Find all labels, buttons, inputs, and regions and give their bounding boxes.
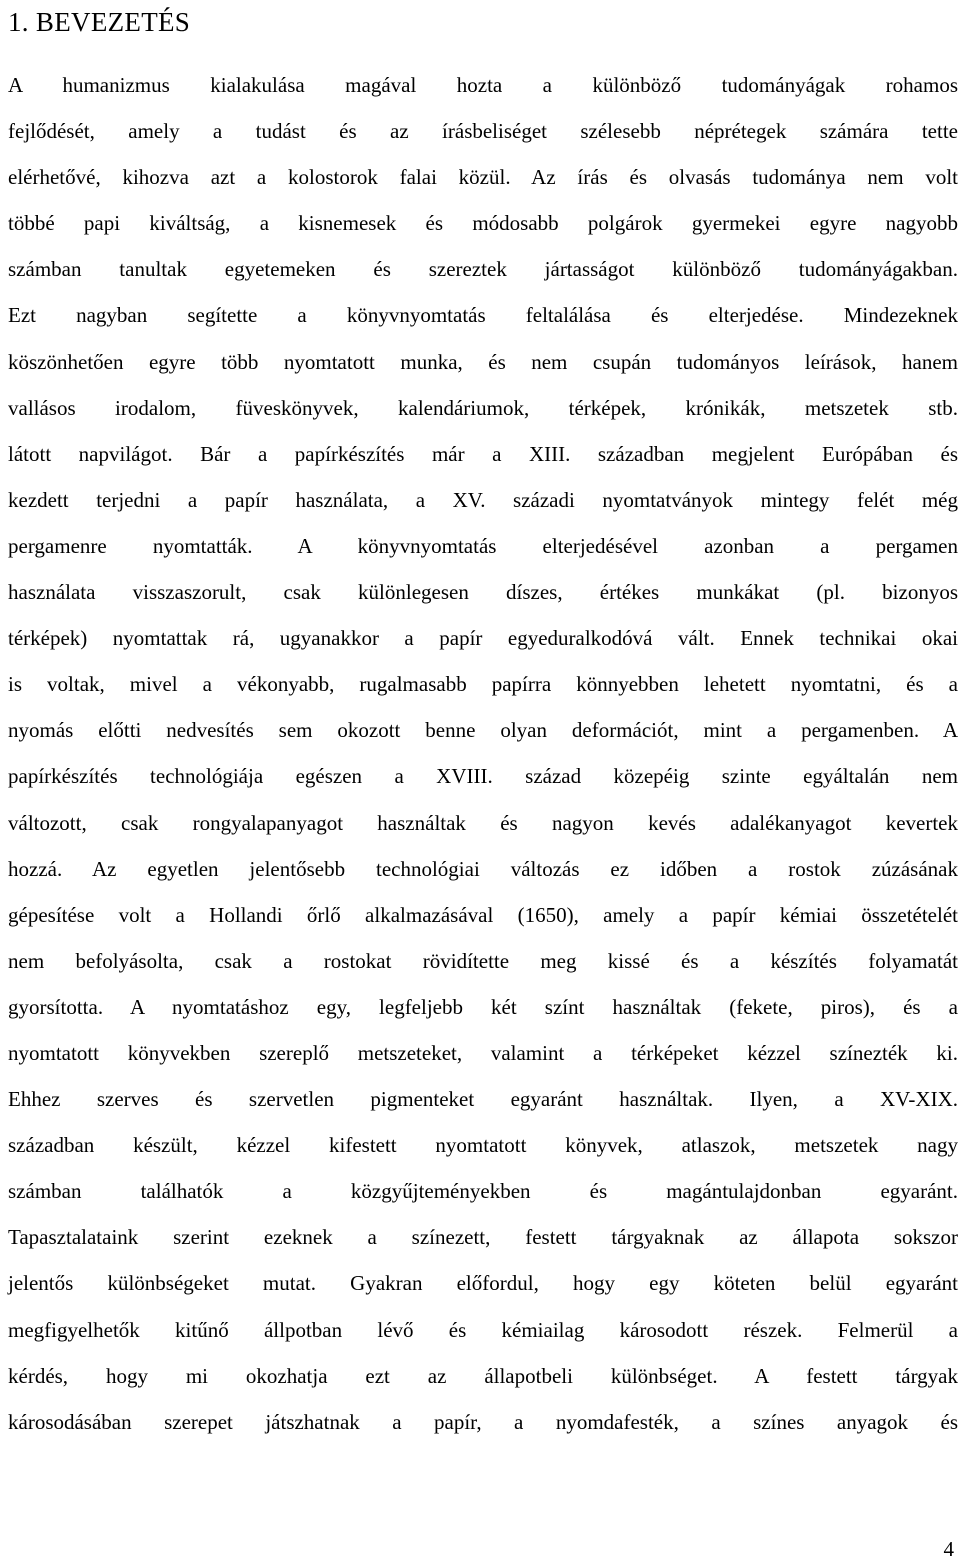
text-line: térképek) nyomtattak rá, ugyanakkor a papír egyeduralkodóvá vált. Ennek technikai okai <box>8 626 958 651</box>
text-line: A humanizmus kialakulása magával hozta a különböző tudományágak rohamos <box>8 73 958 97</box>
text-line: nyomtatott könyvekben szereplő metszeteket, valamint a térképeket kézzel színezték ki. <box>8 1040 958 1065</box>
text-line: is voltak, mivel a vékonyabb, rugalmasabb papírra könnyebben lehetett nyomtatni, és a <box>8 672 958 697</box>
text-line: számban találhatók a közgyűjteményekben és magántulajdonban egyaránt. <box>8 1179 958 1204</box>
text-line: megfigyelhetők kitűnő állpotban lévő és kémiailag károsodott részek. Felmerül a <box>8 1317 958 1342</box>
text-line: nem befolyásolta, csak a rostokat rövidítette meg kissé és a készítés folyamatát <box>8 948 958 973</box>
text-line: gépesítése volt a Hollandi őrlő alkalmazásával (1650), amely a papír kémiai összetételét <box>8 902 958 927</box>
text-line: pergamenre nyomtatták. A könyvnyomtatás elterjedésével azonban a pergamen <box>8 533 958 558</box>
section-title: BEVEZETÉS <box>35 7 191 37</box>
text-line: látott napvilágot. Bár a papírkészítés már a XIII. században megjelent Európában és <box>8 441 958 466</box>
text-line: elérhetővé, kihozva azt a kolostorok falai közül. Az írás és olvasás tudománya nem volt <box>8 165 958 190</box>
text-line: köszönhetően egyre több nyomtatott munka, és nem csupán tudományos leírások, hanem <box>8 349 958 374</box>
text-line: használata visszaszorult, csak különlegesen díszes, értékes munkákat (pl. bizonyos <box>8 580 958 605</box>
text-line: károsodásában szerepet játszhatnak a papír, a nyomdafesték, a színes anyagok és <box>8 1409 958 1434</box>
page-number: 4 <box>943 1537 954 1561</box>
text-line: fejlődését, amely a tudást és az írásbeliséget szélesebb néprétegek számára tette <box>8 119 958 144</box>
text-line: papírkészítés technológiája egészen a XVIII. század közepéig szinte egyáltalán nem <box>8 764 958 789</box>
text-line: Ehhez szerves és szervetlen pigmenteket egyaránt használtak. Ilyen, a XV-XIX. <box>8 1087 958 1112</box>
section-number: 1. <box>8 7 29 37</box>
text-line: változott, csak rongyalapanyagot használtak és nagyon kevés adalékanyagot kevertek <box>8 810 958 835</box>
text-line: Tapasztalataink szerint ezeknek a színezett, festett tárgyaknak az állapota sokszor <box>8 1225 958 1250</box>
text-line: számban tanultak egyetemeken és szereztek jártasságot különböző tudományágakban. <box>8 257 958 282</box>
text-line: vallásos irodalom, füveskönyvek, kalendáriumok, térképek, krónikák, metszetek stb. <box>8 395 958 420</box>
text-line: gyorsította. A nyomtatáshoz egy, legfeljebb két színt használtak (fekete, piros), és a <box>8 994 958 1019</box>
text-line: nyomás előtti nedvesítés sem okozott benne olyan deformációt, mint a pergamenben. A <box>8 718 958 743</box>
text-line: többé papi kiváltság, a kisnemesek és módosabb polgárok gyermekei egyre nagyobb <box>8 211 958 236</box>
text-line: kezdett terjedni a papír használata, a XV. századi nyomtatványok mintegy felét még <box>8 487 958 512</box>
text-line: kérdés, hogy mi okozhatja ezt az állapotbeli különbséget. A festett tárgyak <box>8 1363 958 1388</box>
text-line: Ezt nagyban segítette a könyvnyomtatás feltalálása és elterjedése. Mindezeknek <box>8 303 958 328</box>
text-line: hozzá. Az egyetlen jelentősebb technológiai változás ez időben a rostok zúzásának <box>8 856 958 881</box>
text-line: században készült, kézzel kifestett nyomtatott könyvek, atlaszok, metszetek nagy <box>8 1133 958 1158</box>
text-line: jelentős különbségeket mutat. Gyakran előfordul, hogy egy köteten belül egyaránt <box>8 1271 958 1296</box>
body-paragraph <box>8 62 958 1445</box>
section-heading <box>8 2 190 42</box>
